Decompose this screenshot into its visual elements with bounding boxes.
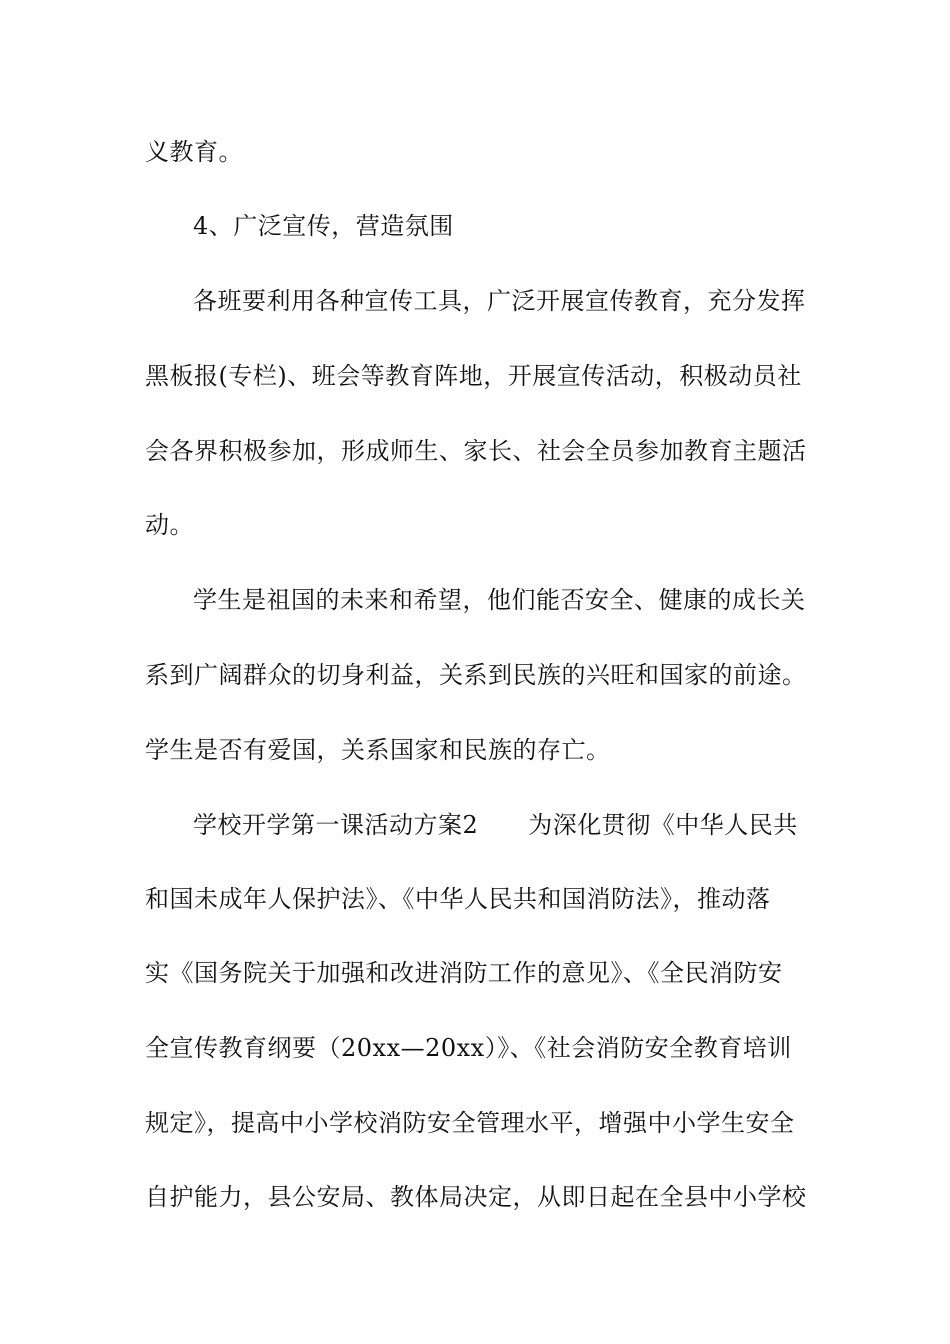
- text-line: 自护能力，县公安局、教体局决定，从即日起在全县中小学校: [145, 1183, 807, 1211]
- text-line: 全宣传教育纲要（20xx—20xx）》、《社会消防安全教育培训: [145, 1034, 792, 1062]
- text-span: 为深化贯彻《中华人民共: [528, 811, 798, 839]
- text-line: 系到广阔群众的切身利益，关系到民族的兴旺和国家的前途。: [145, 661, 807, 689]
- text-line: 义教育。: [145, 138, 243, 166]
- text-line: [193, 810, 838, 840]
- text-line: [193, 286, 833, 316]
- text-line: 学生是祖国的未来和希望，他们能否安全、健康的成长关: [193, 586, 806, 614]
- text-line: 规定》，提高中小学校消防安全管理水平，增强中小学生安全: [145, 1109, 795, 1137]
- text-line: 实《国务院关于加强和改进消防工作的意见》、《全民消防安: [145, 959, 783, 987]
- text-line: 黑板报(专栏)、班会等教育阵地，开展宣传活动，积极动员社: [145, 362, 802, 390]
- section-heading: 4、广泛宣传，营造氛围: [193, 212, 454, 240]
- text-line: 动。: [145, 511, 194, 539]
- text-line: 会各界积极参加，形成师生、家长、社会全员参加教育主题活: [145, 437, 807, 465]
- text-span: 各班要利用各种宣传工具，广泛开展宣传教育，充分发挥: [193, 287, 806, 315]
- text-line: 学生是否有爱国，关系国家和民族的存亡。: [145, 736, 611, 764]
- text-line: 和国未成年人保护法》、《中华人民共和国消防法》，推动落: [145, 885, 771, 913]
- section-title: 学校开学第一课活动方案2: [193, 811, 479, 839]
